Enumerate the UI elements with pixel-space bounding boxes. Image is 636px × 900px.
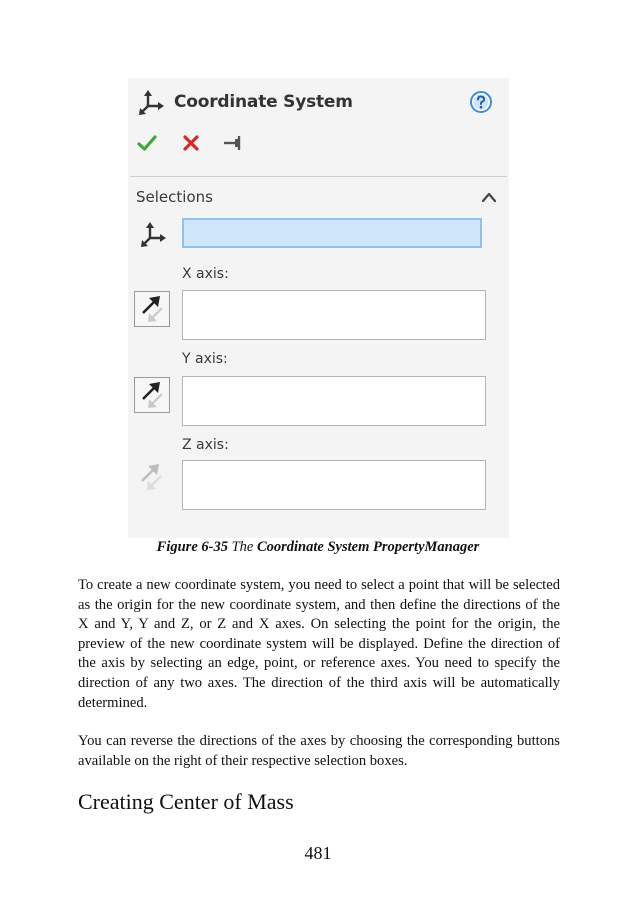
y-axis-selection-box[interactable]: [182, 376, 486, 426]
caption-connector: The: [227, 539, 257, 555]
coordinate-system-icon: [138, 90, 164, 116]
z-axis-label: Z axis:: [182, 437, 229, 453]
ok-button[interactable]: [136, 132, 158, 154]
y-axis-label: Y axis:: [182, 351, 228, 367]
reverse-z-direction-button[interactable]: [134, 460, 170, 496]
chevron-up-icon[interactable]: [481, 190, 497, 204]
selections-section-header[interactable]: [128, 186, 509, 210]
page-number: 481: [304, 843, 332, 863]
reverse-direction-icon: [135, 292, 169, 326]
help-icon[interactable]: [469, 90, 493, 114]
figure-caption: [0, 539, 636, 556]
property-manager-actions: [134, 132, 274, 154]
x-axis-label: X axis:: [182, 266, 229, 282]
reverse-x-direction-button[interactable]: [134, 291, 170, 327]
reverse-direction-icon-disabled: [134, 460, 168, 494]
property-manager-header: [128, 88, 509, 118]
origin-selection-box[interactable]: [182, 218, 482, 248]
header-divider: [130, 176, 507, 177]
reverse-direction-icon: [135, 378, 169, 412]
x-axis-selection-box[interactable]: [182, 290, 486, 340]
body-paragraph: You can reverse the directions of the axes by choosing the corresponding buttons available on the right of their respective selection boxes.: [78, 733, 560, 769]
pushpin-button[interactable]: [222, 132, 244, 154]
cancel-button[interactable]: [180, 132, 202, 154]
property-manager-title: Coordinate System: [174, 92, 353, 112]
coordinate-system-property-manager: [128, 78, 509, 538]
figure-number: Figure 6-35: [156, 539, 228, 555]
caption-title: Coordinate System PropertyManager: [256, 539, 480, 555]
selections-section-title: Selections: [136, 188, 213, 206]
z-axis-selection-box[interactable]: [182, 460, 486, 510]
reverse-y-direction-button[interactable]: [134, 377, 170, 413]
section-heading: Creating Center of Mass: [78, 789, 294, 814]
body-paragraph: To create a new coordinate system, you need to select a point that will be selected as the origin for the new coordinate system, and then define the directions of the X and Y, Y and Z, or Z and X axes. On selecting the point for the origin, the preview of the new coordinate system will be displayed. Define the direction of the axis by selecting an edge, point, or reference axes. You need to specify the direction of any two axes. The direction of the third axis will be automatically determined.: [78, 577, 560, 711]
origin-coordinate-icon: [140, 222, 166, 248]
